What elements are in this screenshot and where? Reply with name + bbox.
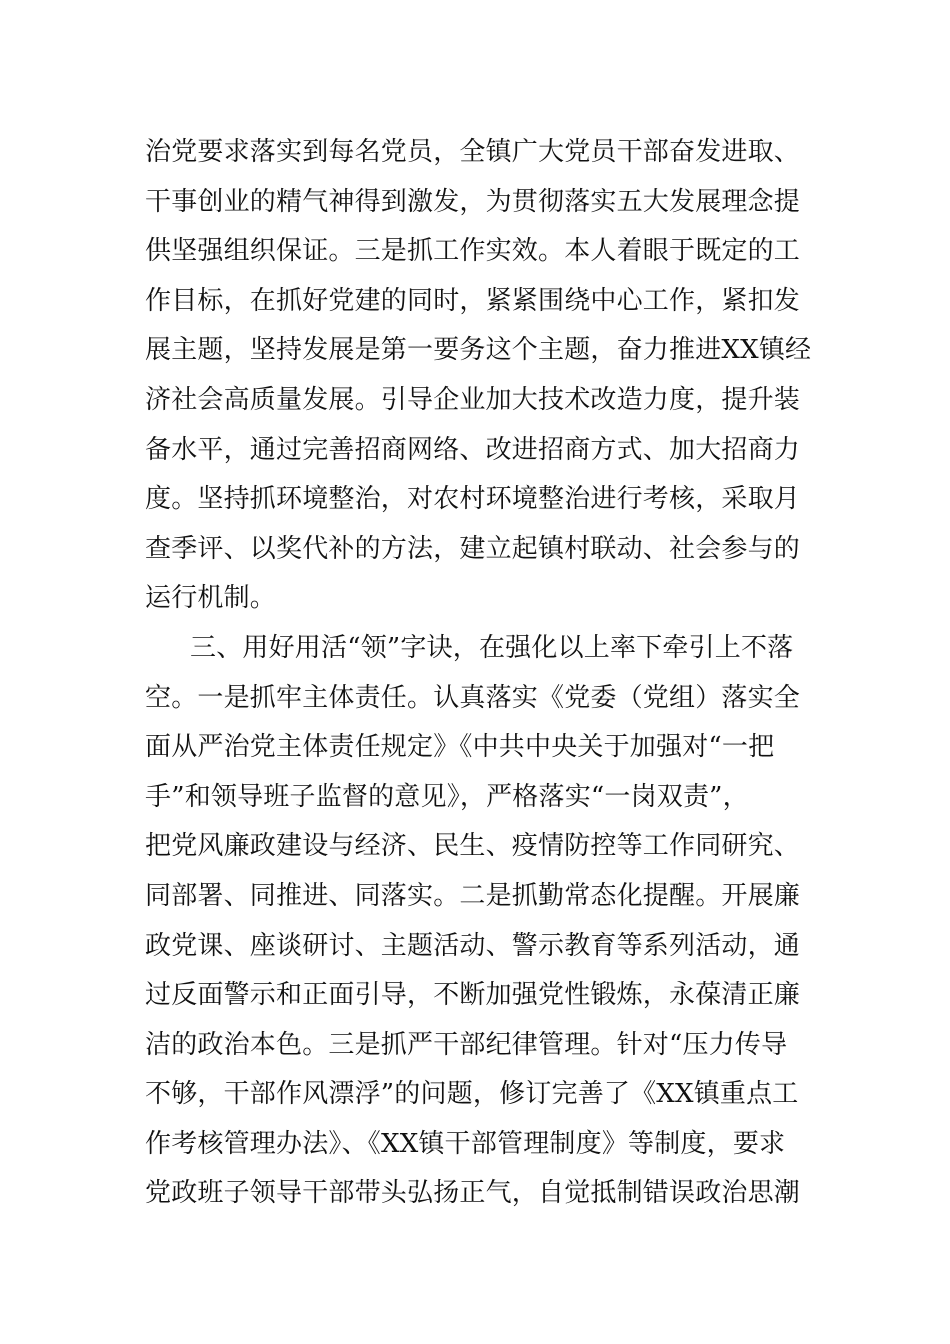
text-line: 洁的政治本色。三是抓严干部纪律管理。针对“压力传导 (145, 1029, 788, 1060)
text-line: 过反面警示和正面引导，不断加强党性锻炼，永葆清正廉 (145, 980, 801, 1011)
text-line: 备水平，通过完善招商网络、改进招商方式、加大招商力 (145, 434, 801, 465)
text-line: 政党课、座谈研讨、主题活动、警示教育等系列活动，通 (145, 930, 801, 961)
text-line: 治党要求落实到每名党员，全镇广大党员干部奋发进取、 (145, 137, 801, 167)
section-heading-line: 三、用好用活“领”字诀，在强化以上率下牵引上不落 (190, 632, 794, 663)
text-line: 运行机制。 (145, 583, 277, 614)
text-line: 不够，干部作风漂浮”的问题，修订完善了《XX镇重点工 (145, 1079, 799, 1110)
body-text (145, 128, 810, 1219)
text-line: 度。坚持抓环境整治，对农村环境整治进行考核，采取月 (145, 484, 801, 515)
text-line: 把党风廉政建设与经济、民生、疫情防控等工作同研究、 (145, 831, 801, 862)
text-line: 干事创业的精气神得到激发，为贯彻落实五大发展理念提 (145, 186, 801, 217)
text-line: 面从严治党主体责任规定》《中共中央关于加强对“一把 (145, 732, 775, 763)
text-line: 供坚强组织保证。三是抓工作实效。本人着眼于既定的工 (145, 236, 801, 267)
text-line: 手”和领导班子监督的意见》，严格落实“一岗双责”， (145, 781, 749, 812)
text-line: 作考核管理办法》、《XX镇干部管理制度》等制度，要求 (145, 1128, 786, 1159)
text-line: 查季评、以奖代补的方法，建立起镇村联动、社会参与的 (145, 533, 801, 564)
text-line: 作目标，在抓好党建的同时，紧紧围绕中心工作，紧扣发 (145, 285, 801, 316)
text-line: 同部署、同推进、同落实。二是抓勤常态化提醒。开展廉 (145, 880, 801, 911)
text-line: 济社会高质量发展。引导企业加大技术改造力度，提升装 (145, 384, 801, 415)
text-line: 空。一是抓牢主体责任。认真落实《党委（党组）落实全 (145, 682, 801, 713)
text-line: 党政班子领导干部带头弘扬正气，自觉抵制错误政治思潮 (145, 1178, 801, 1209)
text-line: 展主题，坚持发展是第一要务这个主题，奋力推进XX镇经 (145, 335, 812, 366)
